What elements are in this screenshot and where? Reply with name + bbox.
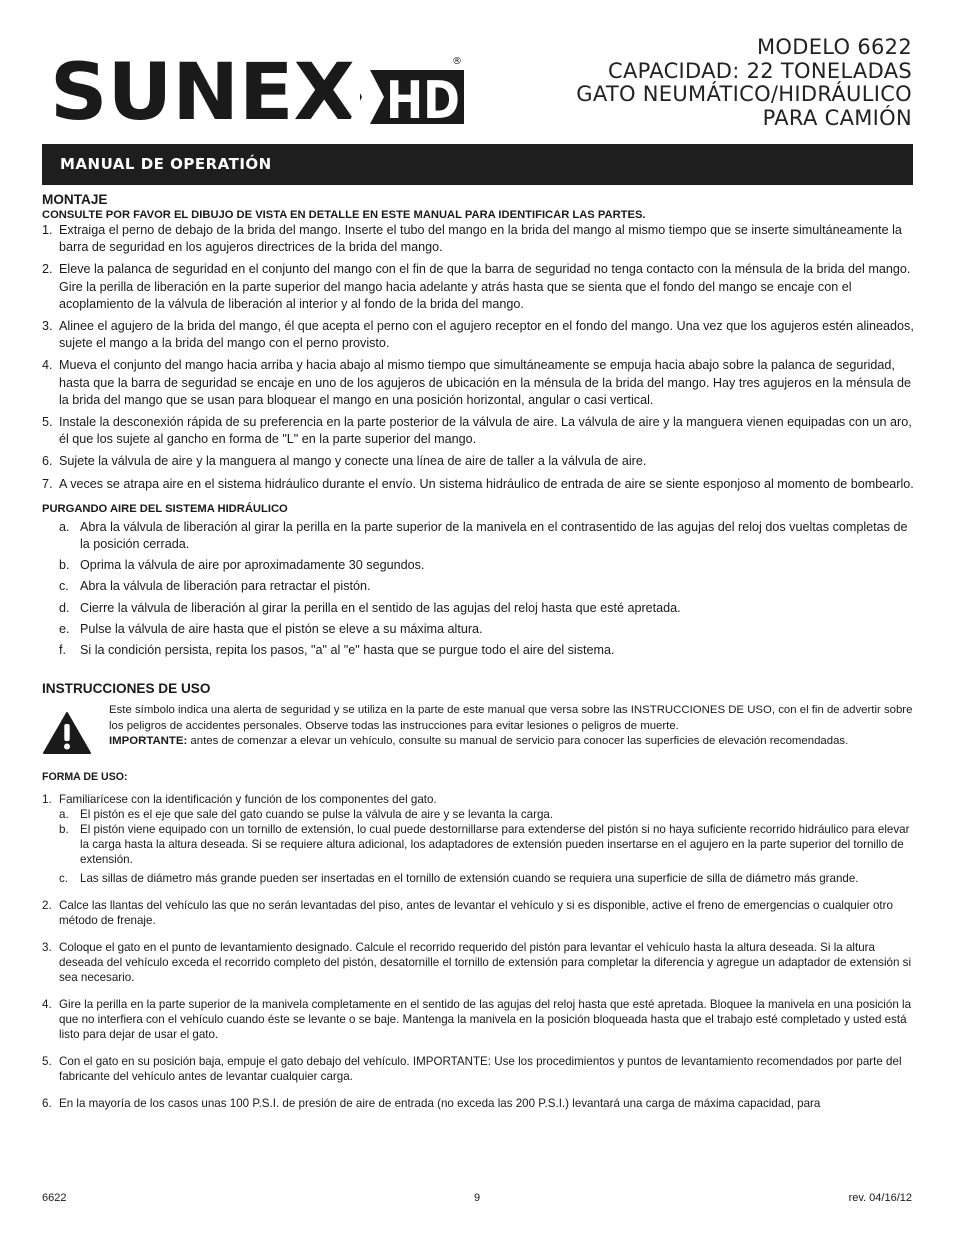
sunex-hd-logo xyxy=(48,54,468,130)
section-banner: MANUAL DE OPERATIÓN xyxy=(42,144,913,185)
manual-body xyxy=(42,192,914,1111)
list-item: a. Abra la válvula de liberación al girar la perilla en la parte superior de la manivela en el contrasentido de las agujas del reloj dos vueltas completas de la posición cerrada. xyxy=(59,519,908,552)
list-item: 1. Familiarícese con la identificación y función de los componentes del gato. xyxy=(42,793,437,807)
footer-model: 6622 xyxy=(42,1192,67,1204)
title-line: PARA CAMIÓN xyxy=(762,105,912,130)
registered-mark: ® xyxy=(452,56,462,67)
important-text: antes de comenzar a elevar un vehículo, consulte su manual de servicio para conocer las superficies de elevación recomendadas. xyxy=(187,735,849,748)
title-line: GATO NEUMÁTICO/HIDRÁULICO xyxy=(576,82,912,106)
forma-heading: FORMA DE USO: xyxy=(42,771,128,784)
list-item: 1. Extraiga el perno de debajo de la brida del mango. Inserte el tubo del mango en la brida del mango al mismo tiempo que se inserte simultáneamente la barra de seguridad en los agujeros directrices de la brida del mango. xyxy=(42,223,902,255)
list-item: 3. Alinee el agujero de la brida del mango, él que acepta el perno con el agujero receptor en el fondo del mango. Una vez que los agujeros estén alineados, sujete el mango a la brida del mango con el perno provisto. xyxy=(42,319,914,351)
list-item: c. Abra la válvula de liberación para retractar el pistón. xyxy=(59,579,371,594)
title-line: MODELO 6622 xyxy=(757,35,912,59)
brand-text: SUNEX xyxy=(50,54,355,130)
list-item: 6. Sujete la válvula de aire y la manguera al mango y conecte una línea de aire de taller a la válvula de aire. xyxy=(42,454,647,469)
montaje-note: CONSULTE POR FAVOR EL DIBUJO DE VISTA EN DETALLE EN ESTE MANUAL PARA IDENTIFICAR LAS PARTES. xyxy=(42,209,646,221)
list-item: 4. Mueva el conjunto del mango hacia arriba y hacia abajo al mismo tiempo que simultáneamente se empuja hacia abajo sobre la palanca de seguridad, hasta que la barra de seguridad se encaje en uno de los agujeros de ubicación en la ménsula de la brida del mango. Hay tres agujeros en la ménsula de la brida del mango que se usan para bloquear el mango en una posición horizontal, angular o casi vertical. xyxy=(42,358,912,407)
notice-text: Este símbolo indica una alerta de seguridad y se utiliza en la parte de este manual que versa sobre las INSTRUCCIONES DE USO, con el fin de advertir sobre los peligros de accidentes personales. Observe todas las instrucciones para evitar lesiones o peligros de muerte. xyxy=(109,704,913,732)
list-item: b. El pistón viene equipado con un tornillo de extensión, lo cual puede destornillarse para extenderse del pistón si no haya suficiente recorrido hidráulico para elevar la carga hasta la altura deseada. Si se requiere altura adicional, los adaptadores de extensión pueden insertarse en el agujero en la parte superior del tornillo de extensión. xyxy=(59,823,910,867)
page-number: 9 xyxy=(474,1192,481,1204)
brand-hd: HD xyxy=(386,71,460,130)
list-item: 2. Eleve la palanca de seguridad en el conjunto del mango con el fin de que la barra de seguridad no tenga contacto con la ménsula de la brida del mango. Gire la perilla de liberación en la parte superior del mango hacia adelante y atrás hasta que se sienta que el fondo del mango se encaje con el acoplamiento de la válvula de liberación al interior y al fondo de la brida del mango. xyxy=(42,262,911,311)
purgando-heading: PURGANDO AIRE DEL SISTEMA HIDRÁULICO xyxy=(42,502,288,515)
warning-triangle-icon xyxy=(42,711,92,755)
instrucciones-heading: INSTRUCCIONES DE USO xyxy=(42,681,211,697)
list-item: 5. Con el gato en su posición baja, empuje el gato debajo del vehículo. IMPORTANTE: Use los procedimientos y puntos de levantamiento recomendados por parte del fabricante del vehículo antes de levantar cualquier carga. xyxy=(42,1055,902,1084)
list-item: d. Cierre la válvula de liberación al girar la perilla en el sentido de las agujas del reloj hasta que esté apretada. xyxy=(59,600,681,615)
montaje-heading: MONTAJE xyxy=(42,192,108,207)
list-item: 5. Instale la desconexión rápida de su preferencia en la parte posterior de la válvula de aire. La válvula de aire y la manguera vienen equipadas con un aro, él que los sujete al gancho en forma de "L" en la parte superior del mango. xyxy=(42,415,912,447)
list-item: a. El pistón es el eje que sale del gato cuando se pulse la válvula de aire y se levanta la carga. xyxy=(59,808,554,822)
list-item: b. Oprima la válvula de aire por aproximadamente 30 segundos. xyxy=(59,558,425,573)
list-item: 3. Coloque el gato en el punto de levantamiento designado. Calcule el recorrido requerido del pistón para levantar el vehículo hasta la altura deseada. Si la altura deseada del vehículo exceda el recorrido completo del pistón, desatornille el tornillo de extensión para completar la diferencia y agregue un adaptador de extensión si sea necesario. xyxy=(42,941,912,985)
list-item: f. Si la condición persista, repita los pasos, "a" al "e" hasta que se purgue todo el aire del sistema. xyxy=(59,643,615,658)
list-item: 7. A veces se atrapa aire en el sistema hidráulico durante el envío. Un sistema hidráulico de entrada de aire se siente esponjoso al momento de bombearlo. xyxy=(42,476,914,491)
important-label: IMPORTANTE: xyxy=(109,735,188,748)
list-item: 6. En la mayoría de los casos unas 100 P.S.I. de presión de aire de entrada (no exceda las 200 P.S.I.) levantará una carga de máxima capacidad, para xyxy=(42,1097,821,1111)
title-line: CAPACIDAD: 22 TONELADAS xyxy=(608,58,912,83)
list-item: 4. Gire la perilla en la parte superior de la manivela completamente en el sentido de las agujas del reloj hasta que esté apretada. Bloquee la manivela en una posición la que no interfiera con el vehículo cuando éste se levante o se baje. Mantenga la manivela en la posición bloqueada hasta que el trabajo esté completado y usted está listo para dejar de usar el gato. xyxy=(42,998,912,1042)
safety-notice xyxy=(42,703,914,750)
model-title xyxy=(576,36,912,130)
list-item: e. Pulse la válvula de aire hasta que el pistón se eleve a su máxima altura. xyxy=(59,621,483,636)
list-item: 2. Calce las llantas del vehículo las que no serán levantadas del piso, antes de levantar el vehículo y si es disponible, active el freno de emergencias o cualquier otro método de frenaje. xyxy=(42,899,893,928)
list-item: c. Las sillas de diámetro más grande pueden ser insertadas en el tornillo de extensión cuando se requiera una superficie de silla de diámetro más grande. xyxy=(59,872,859,886)
footer-revision: rev. 04/16/12 xyxy=(848,1192,912,1204)
